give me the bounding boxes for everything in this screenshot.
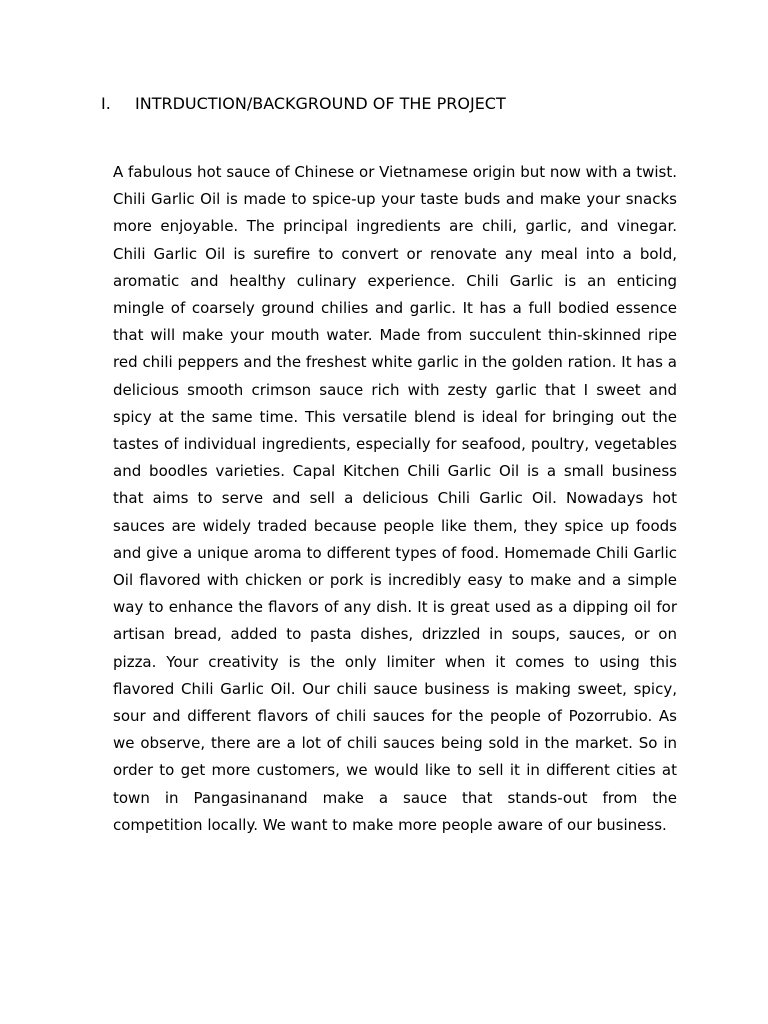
section-title: INTRDUCTION/BACKGROUND OF THE PROJECT xyxy=(135,94,506,113)
section-heading xyxy=(101,92,506,116)
section-number: I. xyxy=(101,94,111,113)
body-paragraph: A fabulous hot sauce of Chinese or Vietnamese origin but now with a twist. Chili Garlic Oil is made to spice-up your taste buds and make your snacks more enjoyable. The principal ingredients are chili, garlic, and vinegar. Chili Garlic Oil is surefire to convert or renovate any meal into a bold, aromatic and healthy culinary experience. Chili Garlic is an enticing mingle of coarsely ground chilies and garlic. It has a full bodied essence that will make your mouth water. Made from succulent thin-skinned ripe red chili peppers and the freshest white garlic in the golden ration. It has a delicious smooth crimson sauce rich with zesty garlic that I sweet and spicy at the same time. This versatile blend is ideal for bringing out the tastes of individual ingredients, especially for seafood, poultry, vegetables and boodles varieties. Capal Kitchen Chili Garlic Oil is a small business that aims to serve and sell a delicious Chili Garlic Oil. Nowadays hot sauces are widely traded because people like them, they spice up foods and give a unique aroma to different types of food. Homemade Chili Garlic Oil flavored with chicken or pork is incredibly easy to make and a simple way to enhance the flavors of any dish. It is great used as a dipping oil for artisan bread, added to pasta dishes, drizzled in soups, sauces, or on pizza. Your creativity is the only limiter when it comes to using this flavored Chili Garlic Oil. Our chili sauce business is making sweet, spicy, sour and different flavors of chili sauces for the people of Pozorrubio. As we observe, there are a lot of chili sauces being sold in the market. So in order to get more customers, we would like to sell it in different cities at town in Pangasinanand make a sauce that stands-out from the competition locally. We want to make more people aware of our business. xyxy=(113,163,677,834)
